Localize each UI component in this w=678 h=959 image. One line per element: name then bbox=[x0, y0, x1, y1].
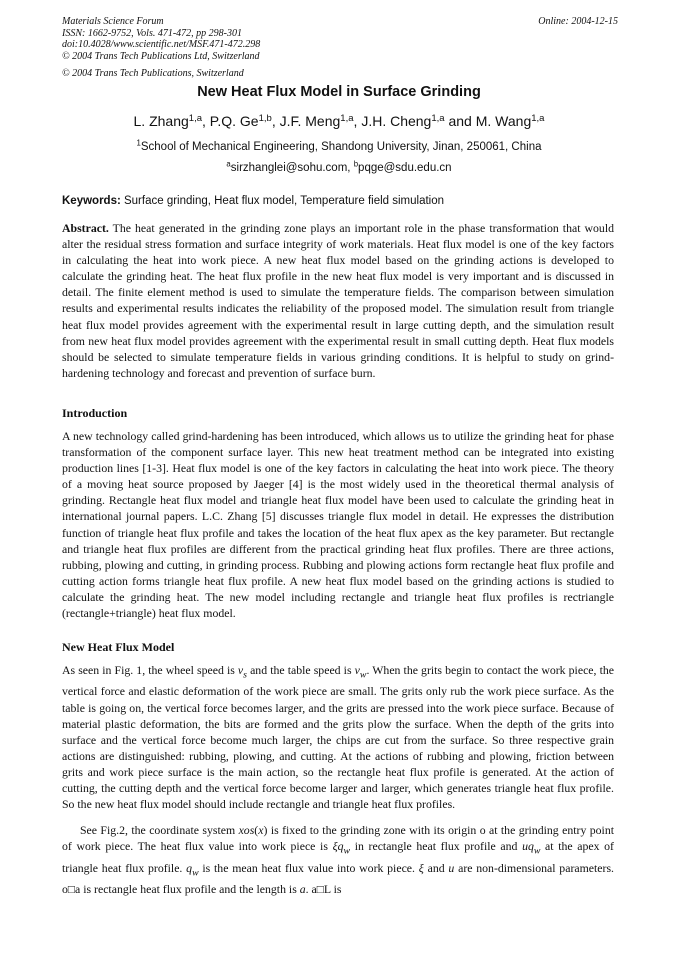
text-run: ) is fixed to the grinding zone with its origin o at the grinding entry point of work piece. The heat flux value into work piece is bbox=[62, 823, 614, 854]
author-separator: , bbox=[353, 113, 362, 129]
text-run: See Fig.2, the coordinate system bbox=[80, 823, 239, 837]
text-run: in rectangle heat flux profile and bbox=[350, 839, 523, 854]
author-superscript: 1,a bbox=[340, 112, 354, 124]
symbol-text: uq bbox=[522, 839, 534, 854]
author-name: P.Q. Ge bbox=[209, 113, 259, 129]
xi-symbol: ξ bbox=[418, 860, 424, 875]
symbol-text: ξq bbox=[332, 839, 344, 854]
text-run: ( bbox=[254, 823, 259, 837]
author-name: J.H. Cheng bbox=[361, 113, 432, 129]
section-heading-introduction: Introduction bbox=[62, 406, 128, 420]
symbol-subscript: s bbox=[243, 669, 247, 681]
author-list bbox=[0, 113, 678, 129]
text-run: are non-dimensional parameters. o□a is rectangle heat flux profile and the length is bbox=[62, 860, 615, 896]
text-run: at the apex of triangle heat flux profile. bbox=[62, 839, 614, 875]
symbol-subscript: w bbox=[343, 845, 351, 857]
keywords-text: Surface grinding, Heat flux model, Temperature field simulation bbox=[120, 195, 445, 207]
a-symbol: a bbox=[299, 882, 306, 896]
online-date: Online: 2004-12-15 bbox=[538, 16, 618, 27]
affiliation-superscript: 1 bbox=[136, 138, 141, 148]
doi-line: doi:10.4028/www.scientific.net/MSF.471-472.298 bbox=[62, 39, 261, 51]
text-run: and the table speed is bbox=[246, 663, 355, 677]
journal-name: Materials Science Forum bbox=[62, 16, 164, 27]
email-superscript: b bbox=[353, 159, 359, 169]
email-text: sirzhanglei@sohu.com, bbox=[230, 162, 354, 174]
u-qw-symbol bbox=[522, 839, 541, 857]
abstract-text: The heat generated in the grinding zone plays an important role in the phase transformation that would alter the residual stress formation and surface integrity of work materials. Heat flux model is one of the key factors in calculating the heat into work piece. A new heat flux model based on the grinding actions is developed to calculate the grinding heat. The heat flux profile in the new heat flux model is very important and is discussed in detail. The finite element method is used to simulate the temperature fields. The comparison between simulation results and experimental results indicates the reliability of the proposed model. The simulation result from triangle heat flux model provides agreement with the experimental result in large cutting depth, and the simulation result from new heat flux model provides agreement with the experimental result in small cutting depth. Heat flux models should be selected to simulate temperature fields in various grinding conditions. It is helpful to study on grind-hardening technology and forecast and prevention of surface burn. bbox=[62, 221, 614, 380]
xi-qw-symbol bbox=[332, 839, 351, 857]
wheel-speed-symbol bbox=[237, 663, 247, 681]
model-paragraph-1 bbox=[62, 662, 614, 812]
affiliation-text: School of Mechanical Engineering, Shandong University, Jinan, 250061, China bbox=[140, 141, 542, 153]
abstract bbox=[62, 220, 614, 381]
introduction-paragraph: A new technology called grind-hardening has been introduced, which allows us to utilize the grinding heat for phase transformation of the component surface layer. This new heat treatment method can be integrated into existing production lines [1-3]. Heat flux model is one of the key factors in calculating the heat into work piece. The theory of a moving heat source proposed by Jaeger [4] is the most widely used in the theoretical thermal analysis of grinding. Rectangle heat flux model and triangle heat flux model have been used to calculate the grinding heat in international journal papers. L.C. Zhang [5] discusses triangle flux model in detail. He expresses the distribution function of triangle heat flux profile and takes the location of the heat flux apex as the key parameter. But rectangle and triangle heat flux profiles are different from the practical grinding heat flux profiles. There are three actions, rubbing, plowing and cutting, in grinding process. Rubbing and plowing actions form rectangle heat flux profile and cutting action forms triangle heat flux profile. A new heat flux model based on the grinding actions is studied to calculate the grinding heat. The new model including rectangle and triangle heat flux profiles is rectriangle (rectangle+triangle) heat flux model. bbox=[62, 429, 614, 621]
keywords-label: Keywords: bbox=[62, 195, 121, 207]
x-symbol: x bbox=[258, 823, 264, 837]
symbol-text: v bbox=[354, 663, 360, 677]
publication-header bbox=[62, 16, 618, 80]
issn-line: ISSN: 1662-9752, Vols. 471-472, pp 298-301 bbox=[62, 27, 242, 39]
author-separator: , bbox=[271, 113, 280, 129]
u-symbol: u bbox=[448, 860, 455, 875]
author-name: M. Wang bbox=[475, 113, 532, 129]
author-emails bbox=[0, 159, 678, 174]
author-name: L. Zhang bbox=[133, 113, 189, 129]
text-run: As seen in Fig. 1, the wheel speed is bbox=[62, 663, 238, 677]
abstract-label: Abstract. bbox=[62, 221, 109, 235]
qw-symbol bbox=[186, 860, 199, 878]
section-heading-new-heat-flux-model: New Heat Flux Model bbox=[62, 640, 175, 654]
author-superscript: 1,b bbox=[258, 112, 272, 124]
symbol-text: q bbox=[186, 860, 193, 875]
affiliation bbox=[0, 138, 678, 153]
coordinate-system-symbol: xos bbox=[238, 823, 255, 837]
symbol-text: v bbox=[237, 663, 244, 677]
keywords bbox=[62, 195, 618, 207]
text-run: . a□L is bbox=[305, 882, 342, 896]
text-run: is the mean heat flux value into work piece. bbox=[198, 860, 419, 875]
author-separator: and bbox=[444, 113, 476, 129]
paper-title: New Heat Flux Model in Surface Grinding bbox=[197, 84, 481, 100]
symbol-subscript: w bbox=[192, 866, 199, 878]
model-paragraph-2 bbox=[62, 822, 614, 897]
author-superscript: 1,a bbox=[188, 112, 203, 124]
text-run: . When the grits begin to contact the work piece, the vertical force and elastic deformation of the work piece are small. The grits only rub the work piece surface. As the table is going on, the vertical force becomes larger, and the grits are pressed into the work piece surface. Because of material plastic deformation, the bits are formed and the grits plow the surface. When the depth of the grits into surface and the vertical force become much larger, the chips are cut from the surface. So three respective grain actions are distinguished: rubbing, plowing, and cutting. At the actions of rubbing and plowing, friction between grits and work piece surface is the main action, so the rectangle heat flux profile is generated. At the action of cutting, the cutting depth and the vertical force become larger and larger, which generates triangle heat flux profile. So the new heat flux model should include rectangle and triangle heat flux profiles. bbox=[62, 663, 614, 812]
text-run: and bbox=[423, 860, 449, 875]
symbol-subscript: w bbox=[533, 845, 541, 857]
email-superscript: a bbox=[226, 159, 231, 169]
symbol-subscript: w bbox=[359, 669, 367, 681]
author-superscript: 1,a bbox=[431, 112, 445, 124]
author-superscript: 1,a bbox=[531, 112, 545, 124]
publisher-copyright: © 2004 Trans Tech Publications, Switzerland bbox=[62, 68, 244, 80]
table-speed-symbol bbox=[354, 663, 367, 681]
email-text: pqge@sdu.edu.cn bbox=[358, 162, 452, 174]
copyright-line: © 2004 Trans Tech Publications Ltd, Switzerland bbox=[62, 50, 260, 62]
author-separator: , bbox=[202, 113, 210, 129]
author-name: J.F. Meng bbox=[279, 113, 341, 129]
